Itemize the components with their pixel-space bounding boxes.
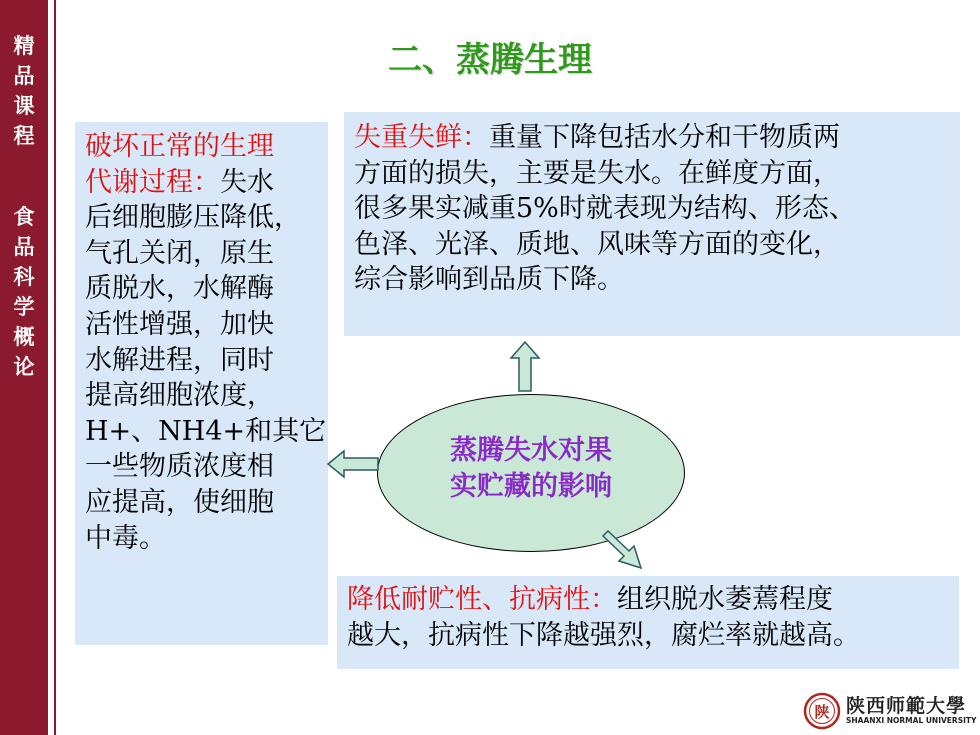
box-text-line: 后细胞膨压降低， — [85, 202, 301, 234]
university-name-cn: 陕西师範大學 — [846, 695, 967, 717]
box-text: 重量下降包括水分和干物质两 — [489, 122, 840, 153]
center-ellipse-text — [377, 433, 685, 505]
sidebar-char: 概 — [13, 324, 35, 349]
ellipse-line: 蒸腾失水对果 — [450, 435, 612, 466]
box-text-line: 综合影响到品质下降。 — [354, 264, 624, 296]
box-text-line: 色泽、光泽、质地、风味等方面的变化， — [354, 228, 840, 260]
box-text-line: 应提高，使细胞 — [85, 486, 274, 518]
sidebar-char: 课 — [13, 93, 35, 118]
box-heading: 降低耐贮性、抗病性： — [347, 584, 617, 615]
box-text-line: 活性增强，加快 — [85, 308, 274, 340]
arrow-left-icon — [326, 448, 382, 480]
course-sidebar — [0, 0, 48, 735]
box-text-line: 质脱水，水解酶 — [85, 273, 274, 305]
sidebar-divider — [54, 0, 56, 735]
box-text-line: 越大，抗病性下降越强烈，腐烂率就越高。 — [347, 619, 860, 651]
seal-char: 陕 — [814, 703, 830, 721]
metabolism-disruption-box — [75, 122, 328, 645]
sidebar-char: 品 — [13, 63, 35, 88]
box-text-line: 气孔关闭，原生 — [85, 237, 274, 269]
sidebar-char: 学 — [13, 294, 35, 319]
arrow-down-right-icon — [600, 528, 646, 572]
storage-resistance-box — [337, 576, 959, 669]
slide-title: 二、蒸腾生理 — [388, 40, 592, 80]
ellipse-line: 实贮藏的影响 — [450, 471, 612, 502]
university-seal-icon — [803, 692, 841, 730]
sidebar-char: 品 — [13, 234, 35, 259]
box-text-line: H+、NH4+和其它 — [85, 415, 327, 447]
box-heading: 失重失鲜： — [354, 122, 489, 153]
box-text-line: 很多果实减重5%时就表现为结构、形态、 — [354, 193, 856, 225]
sidebar-char: 科 — [13, 264, 35, 289]
box-text: 失水 — [220, 166, 274, 198]
weight-freshness-loss-box — [344, 112, 960, 336]
box-heading: 破坏正常的生理 — [85, 131, 274, 162]
box-text-line: 水解进程，同时 — [85, 344, 274, 376]
box-text-line: 中毒。 — [85, 522, 166, 554]
sidebar-char: 精 — [13, 33, 35, 58]
box-text-line: 方面的损失，主要是失水。在鲜度方面， — [354, 157, 840, 189]
box-text: 组织脱水萎蔫程度 — [617, 584, 833, 615]
arrow-up-icon — [508, 340, 542, 394]
sidebar-char: 论 — [13, 354, 35, 379]
sidebar-char: 程 — [13, 123, 35, 148]
box-text-line: 提高细胞浓度， — [85, 380, 274, 412]
box-text-line: 一些物质浓度相 — [85, 451, 274, 483]
box-heading: 代谢过程： — [85, 166, 220, 198]
sidebar-char: 食 — [13, 204, 35, 229]
university-name-en: SHAANXI NORMAL UNIVERSITY — [846, 716, 977, 725]
